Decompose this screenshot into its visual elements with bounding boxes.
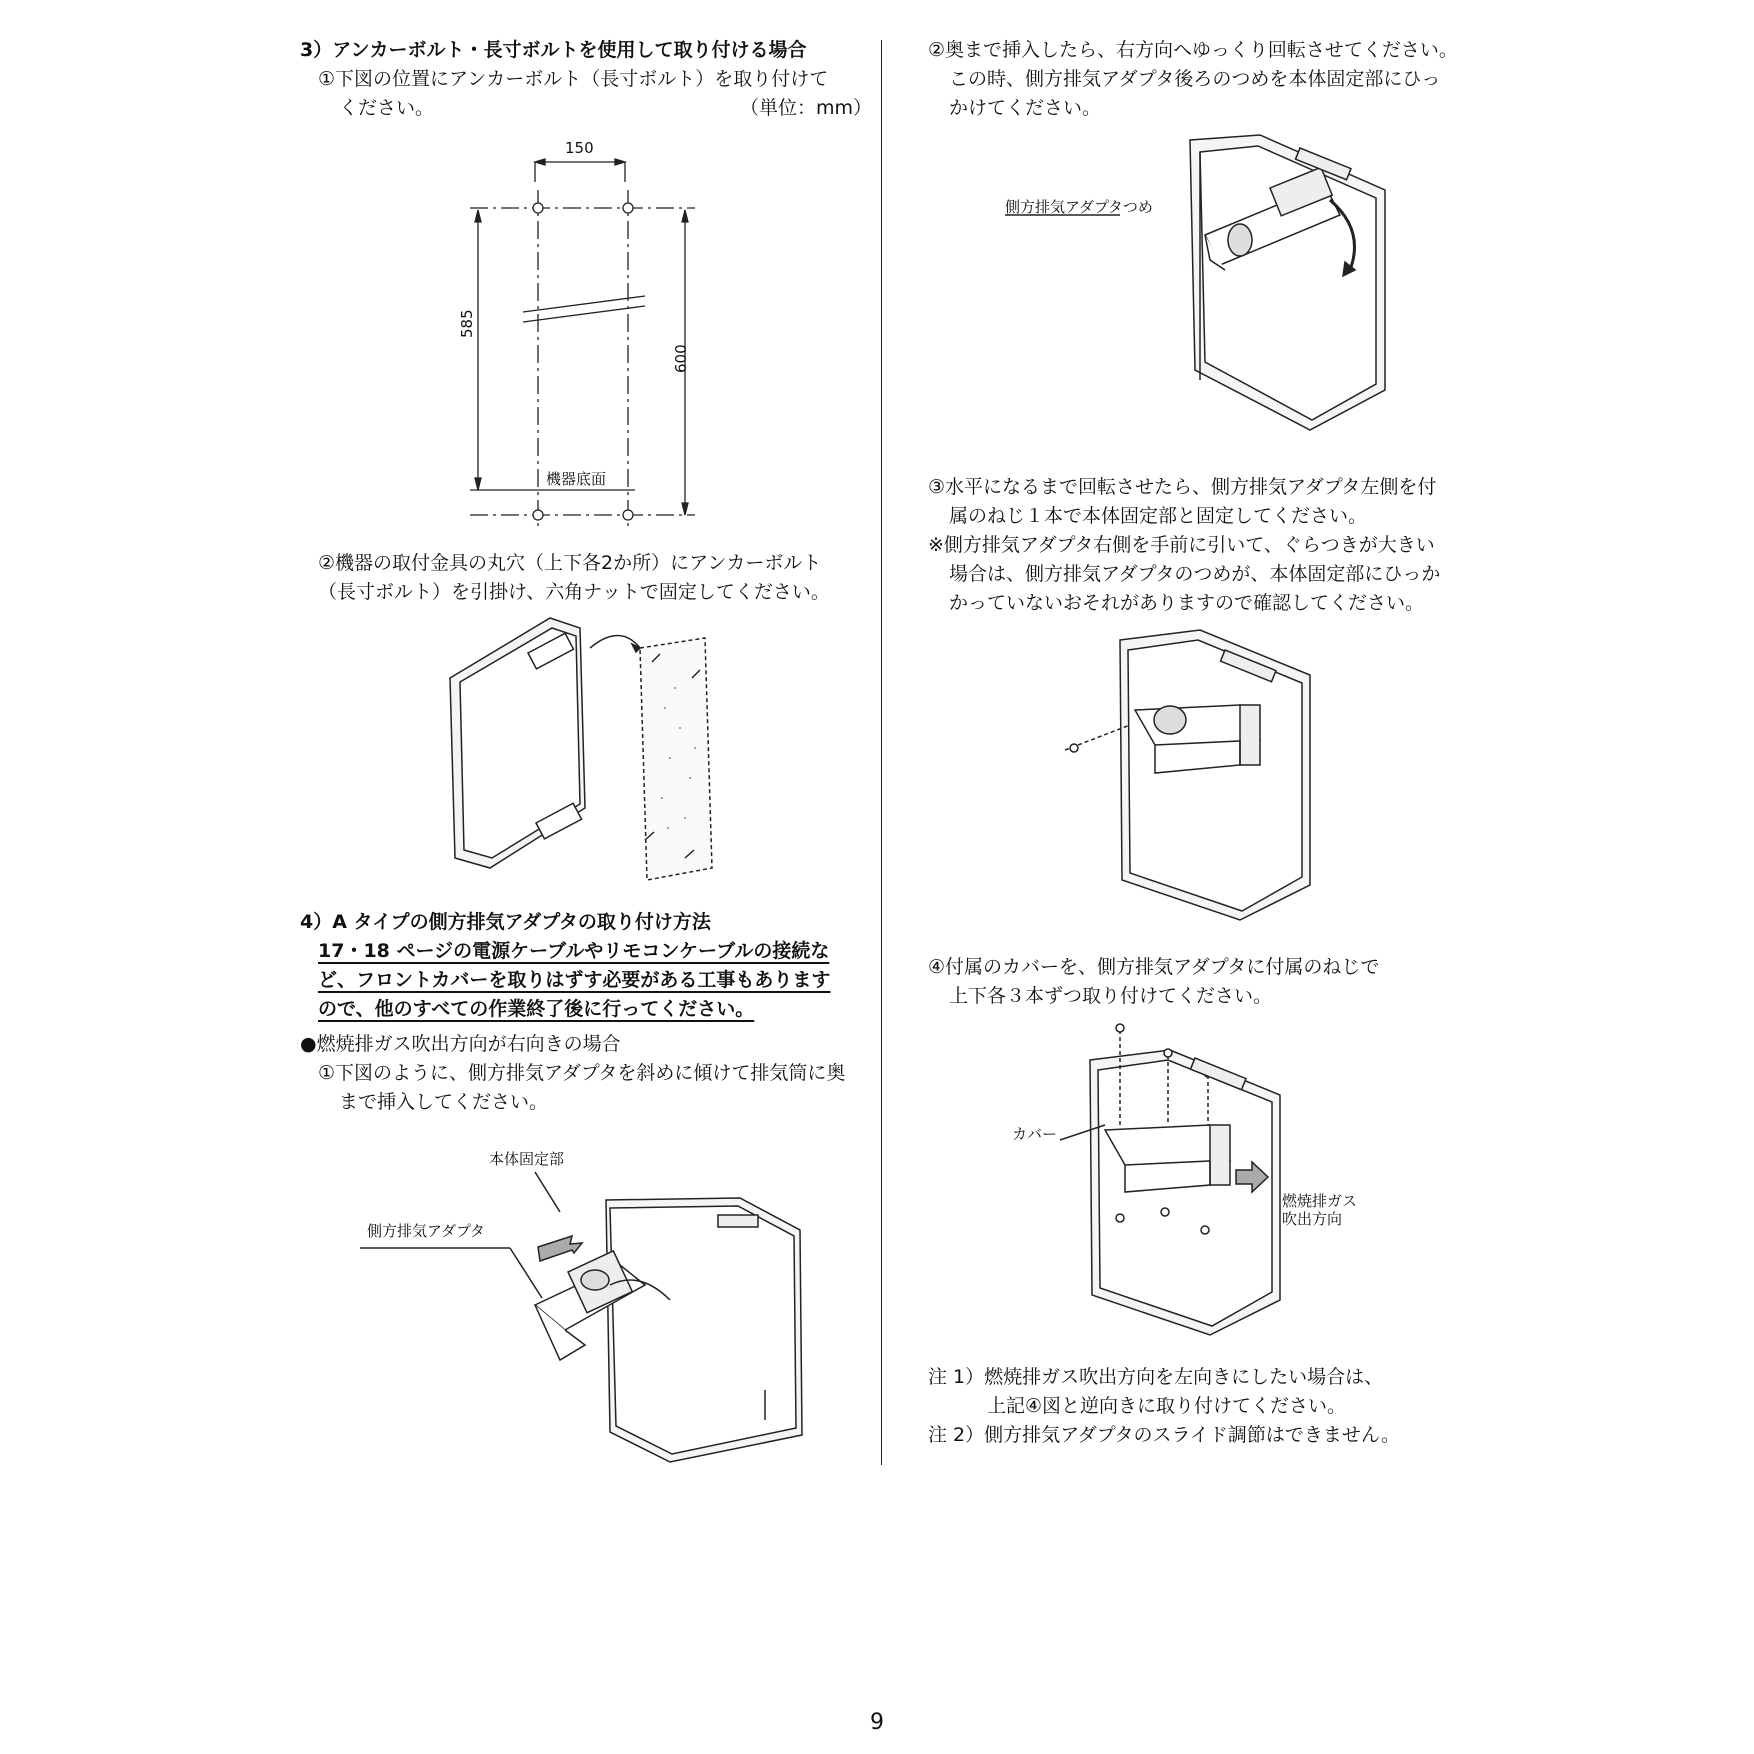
s3-step1-line2: ください。 xyxy=(339,97,435,119)
r-note-line1: ※側方排気アダプタ右側を手前に引いて、ぐらつきが大きい xyxy=(928,534,1435,556)
label-body-fix: 本体固定部 xyxy=(489,1150,565,1168)
r-step4-line2: 上下各３本ずつ取り付けてください。 xyxy=(949,985,1273,1007)
label-cover: カバー xyxy=(1012,1125,1058,1143)
label-exhaust-line1: 燃焼排ガス xyxy=(1282,1192,1358,1210)
s3-step2-line1: ②機器の取付金具の丸穴（上下各2か所）にアンカーボルト xyxy=(318,552,822,574)
label-claw: 側方排気アダプタつめ xyxy=(1005,198,1153,216)
dim-width-label: 150 xyxy=(565,139,594,157)
r-note-line3: かっていないおそれがありますので確認してください。 xyxy=(949,592,1425,614)
s3-step2-line2: （長寸ボルト）を引掛け、六角ナットで固定してください。 xyxy=(318,581,830,603)
section-3-heading: 3）アンカーボルト・長寸ボルトを使用して取り付ける場合 xyxy=(300,39,807,61)
r-step2-line2: この時、側方排気アダプタ後ろのつめを本体固定部にひっ xyxy=(949,68,1441,90)
label-exhaust-line2: 吹出方向 xyxy=(1282,1210,1343,1228)
base-label: 機器底面 xyxy=(546,470,607,488)
section-4-heading: 4）A タイプの側方排気アダプタの取り付け方法 xyxy=(300,911,711,933)
s4-step1-line1: ①下図のように、側方排気アダプタを斜めに傾けて排気筒に奥 xyxy=(318,1062,846,1084)
label-adapter: 側方排気アダプタ xyxy=(367,1222,485,1240)
screw-fixing-illustration xyxy=(1060,625,1320,925)
r-note2: 注 2）側方排気アダプタのスライド調節はできません。 xyxy=(928,1424,1401,1446)
rotation-illustration xyxy=(1000,130,1390,435)
dim-600-label: 600 xyxy=(672,344,690,373)
r-step3-line1: ③水平になるまで回転させたら、側方排気アダプタ左側を付 xyxy=(928,476,1437,498)
s4-bullet: ●燃焼排ガス吹出方向が右向きの場合 xyxy=(300,1033,621,1055)
r-note1-line1: 注 1）燃焼排ガス吹出方向を左向きにしたい場合は、 xyxy=(928,1366,1384,1388)
s4-warning-line2: ど、フロントカバーを取りはずす必要がある工事もあります xyxy=(318,969,831,991)
dim-585-label: 585 xyxy=(458,309,476,338)
adapter-insertion-illustration xyxy=(360,1160,820,1470)
s4-warning-line3: ので、他のすべての作業終了後に行ってください。 xyxy=(318,998,755,1020)
unit-label: （単位：mm） xyxy=(740,97,873,119)
s4-warning-line1: 17・18 ページの電源ケーブルやリモコンケーブルの接続な xyxy=(318,940,830,962)
unit-mounting-illustration xyxy=(440,618,720,883)
r-step3-line2: 属のねじ１本で本体固定部と固定してください。 xyxy=(949,505,1368,527)
page-number: 9 xyxy=(870,1710,884,1735)
r-step2-line1: ②奥まで挿入したら、右方向へゆっくり回転させてください。 xyxy=(928,39,1458,61)
s4-step1-line2: まで挿入してください。 xyxy=(339,1091,549,1113)
r-step2-line3: かけてください。 xyxy=(949,97,1102,119)
r-note-line2: 場合は、側方排気アダプタのつめが、本体固定部にひっか xyxy=(949,563,1441,585)
r-step4-line1: ④付属のカバーを、側方排気アダプタに付属のねじで xyxy=(928,956,1380,978)
column-divider xyxy=(881,40,882,1465)
s3-step1-line1: ①下図の位置にアンカーボルト（長寸ボルト）を取り付けて xyxy=(318,68,829,90)
cover-installation-illustration xyxy=(1060,1020,1290,1340)
r-note1-line2: 上記④図と逆向きに取り付けてください。 xyxy=(987,1395,1347,1417)
